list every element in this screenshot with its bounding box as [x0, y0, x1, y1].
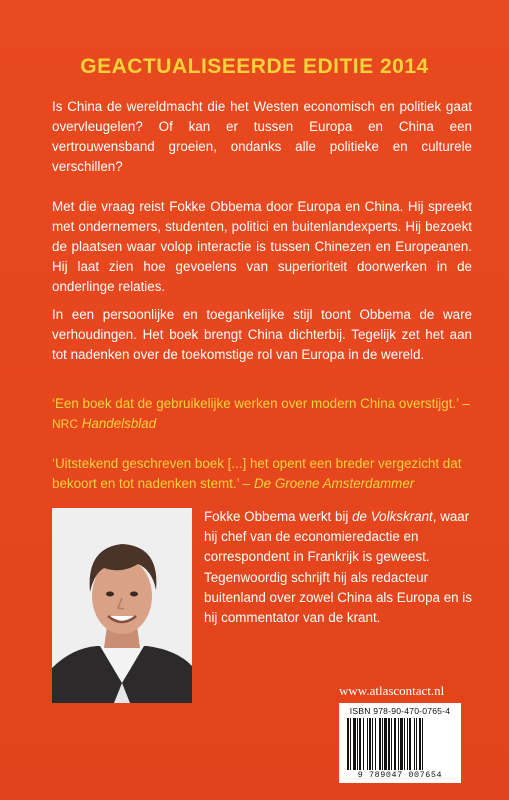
edition-headline: GEACTUALISEERDE EDITIE 2014 [80, 55, 429, 78]
review-quote-2-text: ‘Uitstekend geschreven boek [...] het opent een breder vergezicht dat bekoort en tot nadenken stemt.’ – [52, 456, 462, 491]
review-quote-1 [52, 394, 482, 434]
review-quote-2-source: De Groene Amsterdammer [253, 476, 415, 491]
barcode-bars [347, 718, 453, 770]
review-quote-1-source-caps: NRC [52, 417, 78, 431]
review-quote-1-text: ‘Een boek dat de gebruikelijke werken over modern China overstijgt.’ – [52, 396, 470, 411]
blurb-paragraph-2: Met die vraag reist Fokke Obbema door Europa en China. Hij spreekt met ondernemers, studenten, politici en buitenlandexperts. Hij bezoekt de plaatsen waar volop interactie is tussen Chinezen en Europeanen. Hij laat zien hoe gevoelens van superioriteit doorwerken in de onderlinge relaties. [52, 199, 472, 294]
isbn-label: ISBN 978-90-470-0765-4 [349, 706, 451, 716]
review-quote-1-source: Handelsblad [78, 416, 157, 431]
blurb-paragraph-3: In een persoonlijke en toegankelijke stijl toont Obbema de ware verhoudingen. Het boek brengt China dichterbij. Tegelijk zet het aan tot nadenken over de toekomstige rol van Europa in de wereld. [52, 307, 472, 362]
author-photo [52, 508, 192, 703]
blurb-paragraph-1: Is China de wereldmacht die het Westen economisch en politiek gaat overvleugelen? Of kan er tussen Europa en China een vertrouwensband groeien, ondanks alle politieke en culturele verschillen? [52, 99, 472, 174]
barcode [339, 703, 461, 783]
author-bio-text-2: , waar hij chef van de economieredactie en correspondent in Frankrijk is geweest. Tegenwoordig schrijft hij als redacteur buitenland over zowel China als Europa en is hij commentator van de krant. [204, 509, 472, 626]
review-quote-2 [52, 454, 482, 494]
publisher-website[interactable]: www.atlascontact.nl [339, 683, 445, 698]
barcode-digits: 9 789047 007654 [357, 770, 443, 780]
author-bio [204, 507, 472, 628]
author-bio-newspaper: de Volkskrant [352, 509, 433, 524]
author-bio-text-1: Fokke Obbema werkt bij [204, 509, 353, 524]
